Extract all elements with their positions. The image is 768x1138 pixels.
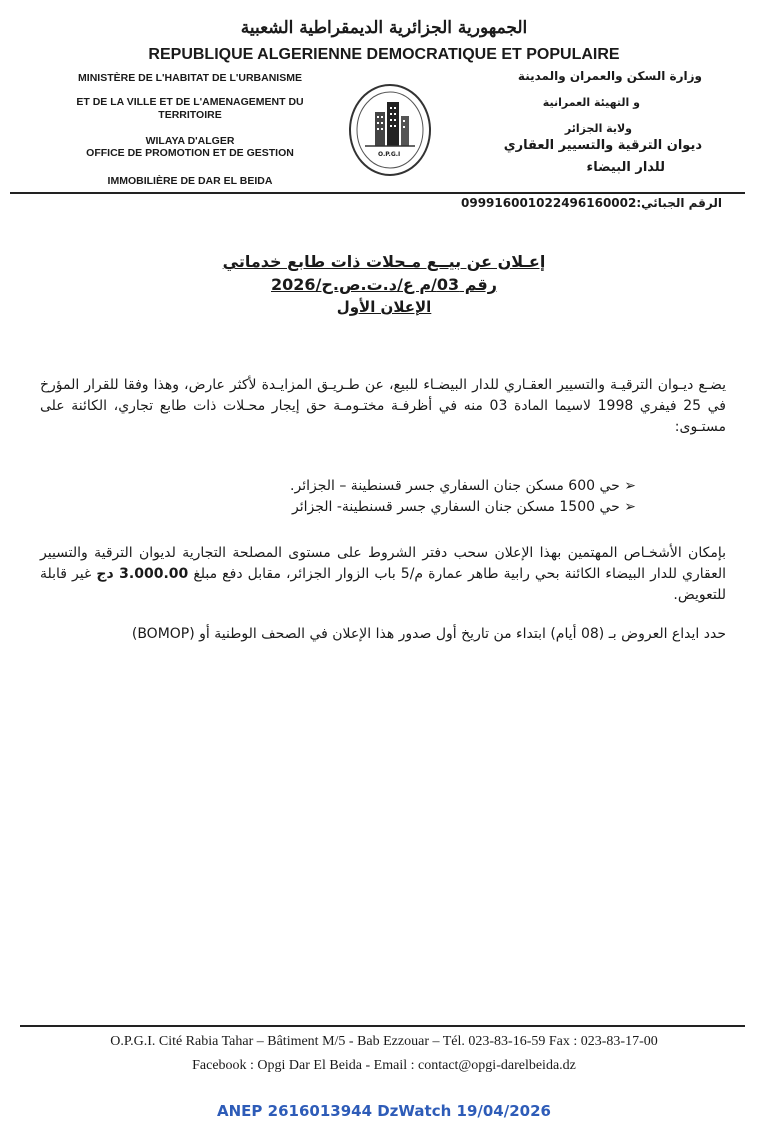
office-fr-line2: IMMOBILIÈRE DE DAR EL BEIDA bbox=[107, 175, 273, 187]
ministry-fr-line2: ET DE LA VILLE ET DE L'AMENAGEMENT DU bbox=[76, 96, 304, 108]
svg-text:O.P.G.I: O.P.G.I bbox=[378, 151, 401, 158]
list-item bbox=[260, 478, 636, 494]
ministry-fr-line3: TERRITOIRE bbox=[158, 109, 222, 121]
ministry-ar-line1: وزارة السكن والعمران والمدينة bbox=[517, 69, 702, 83]
opgi-logo bbox=[347, 82, 433, 178]
arabic-republic-title: الجمهورية الجزائرية الديمقراطية الشعبية bbox=[240, 18, 528, 38]
office-ar-line2: للدار البيضاء bbox=[586, 160, 665, 175]
wilaya-ar: ولاية الجزائر bbox=[564, 122, 632, 135]
footer-address: O.P.G.I. Cité Rabia Tahar – Bâtiment M/5 - Bab Ezzouar – Tél. 023-83-16-59 Fax : 023-83-17-00 bbox=[110, 1034, 658, 1049]
paragraph-2 bbox=[40, 543, 726, 606]
notice-title: إعـلان عن بيــع مـحلات ذات طابع خدماتي bbox=[222, 252, 546, 271]
fee-amount: 3.000.00 دج bbox=[96, 566, 189, 582]
paragraph-3: حدد ايداع العروض بـ (08 أيام) ابتداء من تاريخ أول صدور هذا الإعلان في الصحف الوطنية أو (BOMOP) bbox=[131, 626, 726, 642]
bullet-arrow-icon: ➢ bbox=[619, 499, 636, 515]
list-item-text: حي 600 مسكن جنان السفاري جسر قسنطينة – الجزائر. bbox=[290, 478, 620, 494]
header-divider bbox=[10, 192, 745, 194]
ministry-ar-line2: و التهيئة العمرانية bbox=[542, 96, 640, 109]
paragraph-2-text: بإمكان الأشخـاص المهتمين بهذا الإعلان سحب دفتر الشروط على مستوى المصلحة التجارية لديوان الترقية والتسيير العقاري للدار البيضاء الكائنة بحي رابية طاهر عمارة م/5 باب الزوار الجزائر، مقابل دفع مبلغ bbox=[40, 545, 726, 582]
wilaya-fr: WILAYA D'ALGER bbox=[145, 135, 235, 147]
anep-reference: ANEP 2616013944 DzWatch 19/04/2026 bbox=[217, 1102, 551, 1120]
paragraph-1: يضـع ديـوان الترقيـة والتسيير العقـاري للدار البيضـاء للبيع، عن طـريـق المزايـدة لأكثر عارض، وهذا وفقا للقرار المؤرخ في 25 فيفري 1998 لاسيما المادة 03 منه في أظرفـة مختـومـة حق إيجار محـلات ذات طابع تجاري، الكائنة على مستـوى: bbox=[40, 377, 726, 435]
bullet-arrow-icon: ➢ bbox=[619, 478, 636, 494]
notice-subtitle: الإعلان الأول bbox=[336, 298, 432, 316]
footer-divider bbox=[20, 1025, 745, 1027]
notice-number: رقم 03/م ع/د.ت.ص.ح/2026 bbox=[271, 275, 497, 294]
list-item bbox=[260, 499, 636, 515]
tax-number: الرقم الجبائي:099916001022496160002 bbox=[461, 196, 722, 210]
list-item-text: حي 1500 مسكن جنان السفاري جسر قسنطينة- الجزائر bbox=[291, 499, 620, 515]
ministry-fr-line1: MINISTÈRE DE L'HABITAT DE L'URBANISME bbox=[78, 72, 302, 84]
french-republic-title: REPUBLIQUE ALGERIENNE DEMOCRATIQUE ET POPULAIRE bbox=[148, 46, 620, 63]
office-fr-line1: OFFICE DE PROMOTION ET DE GESTION bbox=[86, 147, 294, 159]
office-ar-line1: ديوان الترقية والتسيير العقاري bbox=[503, 138, 702, 153]
footer-contact: Facebook : Opgi Dar El Beida - Email : contact@opgi-darelbeida.dz bbox=[192, 1058, 576, 1073]
fee-suffix: غير قابلة للتعويض. bbox=[40, 566, 726, 603]
